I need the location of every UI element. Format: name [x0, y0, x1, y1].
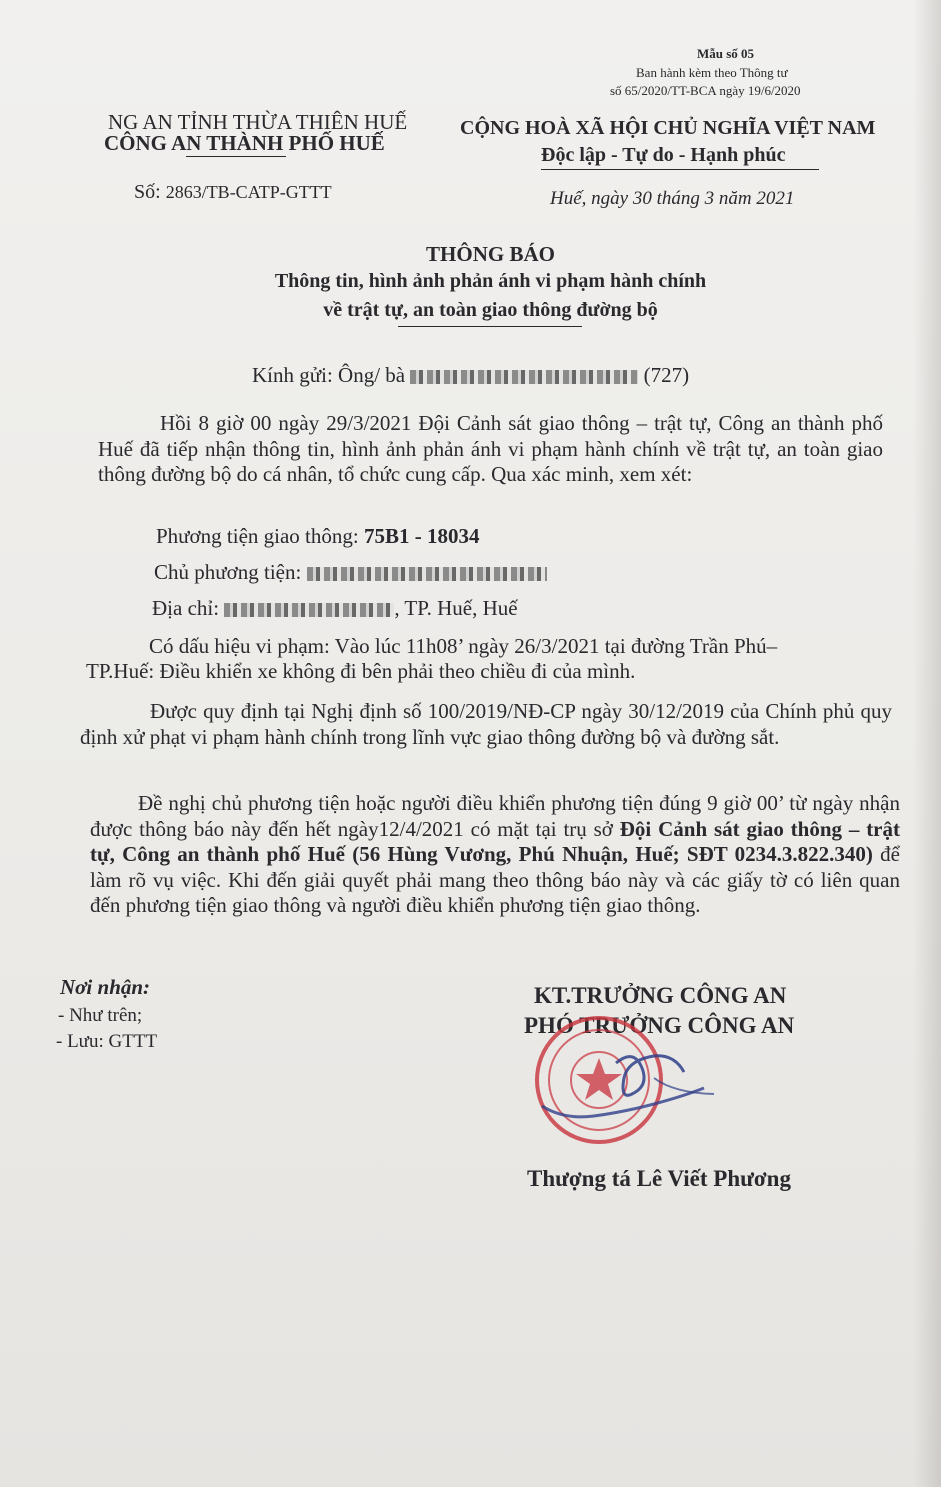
signer-name: Thượng tá Lê Viết Phương	[527, 1166, 791, 1191]
page-shadow	[913, 0, 941, 1487]
body-paragraph-1: Hồi 8 giờ 00 ngày 29/3/2021 Đội Cảnh sát giao thông – trật tự, Công an thành phố Huế đã tiếp nhận thông tin, hình ảnh phản ánh vi phạm hành chính về trật tự, an toàn giao thông đường bộ do cá nhân, tổ chức cung cấp. Qua xác minh, xem xét:	[98, 411, 883, 486]
p3-text-b: để làm rõ vụ việc. Khi đến giải quyết phải mang theo thông báo này và các giấy tờ có liên quan đến phương tiện giao thông và người điều khiển phương tiện giao thông.	[90, 842, 900, 917]
address-line	[152, 596, 518, 621]
document-number-label: Số:	[134, 181, 161, 203]
document-number	[134, 181, 332, 204]
recipient-item-2: - Lưu: GTTT	[56, 1031, 158, 1052]
redacted-address	[224, 603, 394, 617]
place-date: Huế, ngày 30 tháng 3 năm 2021	[550, 188, 795, 209]
address-suffix: , TP. Huế, Huế	[394, 596, 518, 620]
p3-text-a: Đề nghị chủ phương tiện hoặc người điều khiển phương tiện đúng 9 giờ 00’ từ ngày nhận được thông báo này đến hết ngày12/4/2021 có mặt tại trụ sở	[90, 791, 900, 841]
redacted-owner	[307, 567, 547, 581]
national-motto: Độc lập - Tự do - Hạnh phúc	[541, 144, 786, 166]
form-issued-line-2: số 65/2020/TT-BCA ngày 19/6/2020	[610, 83, 801, 98]
p3-text-bold: Đội Cảnh sát giao thông – trật tự, Công an thành phố Huế (56 Hùng Vương, Phú Nhuận, Huế; SĐT 0234.3.822.340)	[90, 816, 901, 866]
body-paragraph-3	[90, 791, 900, 919]
official-seal-icon	[524, 1008, 724, 1168]
recipient-item-1: - Như trên;	[58, 1005, 143, 1026]
vehicle-line	[156, 524, 479, 549]
document-title: THÔNG BÁO	[426, 242, 555, 266]
agency-parent: NG AN TỈNH THỪA THIÊN HUẾ	[108, 110, 408, 134]
redacted-name	[410, 370, 638, 384]
subtitle-underline	[398, 326, 582, 327]
address-label: Địa chỉ:	[152, 596, 220, 620]
sign-title-1: KT.TRƯỞNG CÔNG AN	[534, 983, 787, 1008]
recipient-suffix: (727)	[643, 363, 690, 387]
motto-underline	[541, 169, 819, 170]
owner-line	[154, 560, 547, 585]
agency-underline	[186, 156, 286, 157]
vehicle-plate: 75B1 - 18034	[363, 524, 480, 548]
recipient-line	[252, 363, 689, 388]
form-issued-line-1: Ban hành kèm theo Thông tư	[636, 65, 788, 80]
sign-title-2: PHÓ TRƯỞNG CÔNG AN	[524, 1013, 795, 1038]
recipient-label: Kính gửi: Ông/ bà	[252, 363, 406, 387]
violation-line-1: Có dấu hiệu vi phạm: Vào lúc 11h08’ ngày 26/3/2021 tại đường Trần Phú–	[149, 634, 778, 658]
recipients-title: Nơi nhận:	[60, 975, 151, 999]
owner-label: Chủ phương tiện:	[154, 560, 302, 584]
agency-name: CÔNG AN THÀNH PHỐ HUẾ	[104, 131, 385, 155]
document-subtitle-2: về trật tự, an toàn giao thông đường bộ	[323, 299, 658, 321]
document-number-value: 2863/TB-CATP-GTTT	[165, 182, 332, 202]
body-paragraph-2: Được quy định tại Nghị định số 100/2019/NĐ-CP ngày 30/12/2019 của Chính phủ quy định xử phạt vi phạm hành chính trong lĩnh vực giao thông đường bộ và đường sắt.	[80, 699, 892, 749]
nation-title: CỘNG HOÀ XÃ HỘI CHỦ NGHĨA VIỆT NAM	[460, 117, 876, 139]
vehicle-label: Phương tiện giao thông:	[156, 524, 359, 548]
form-number: Mẫu số 05	[697, 46, 755, 61]
violation-line-2: TP.Huế: Điều khiển xe không đi bên phải theo chiều đi của mình.	[86, 659, 636, 683]
document-subtitle-1: Thông tin, hình ảnh phản ánh vi phạm hành chính	[274, 270, 707, 292]
